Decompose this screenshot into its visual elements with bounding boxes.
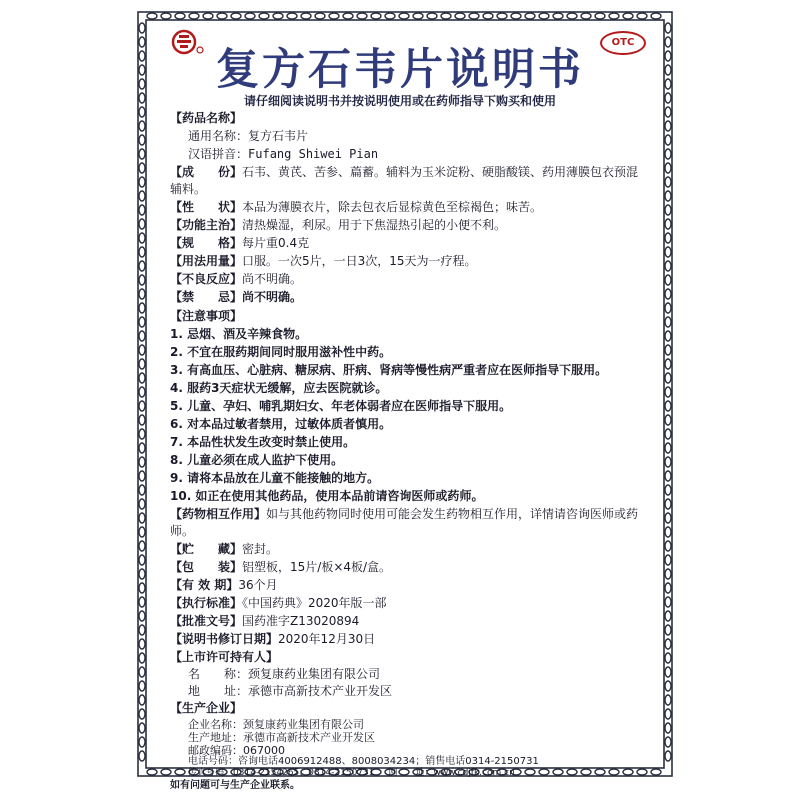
precaution-item: 2. 不宜在服药期间同时服用滋补性中药。 [170, 345, 392, 359]
usage-row [170, 253, 477, 270]
generic-name-row [188, 128, 308, 145]
indication-value: 清热燥湿，利尿。用于下焦湿热引起的小便不利。 [242, 218, 507, 232]
adverse-label: 【不良反应】 [170, 272, 243, 286]
holder-address-row [188, 683, 392, 700]
revision-value: 2020年12月30日 [278, 632, 376, 646]
precautions-heading: 【注意事项】 [170, 309, 243, 323]
generic-name-label: 通用名称： [188, 129, 249, 143]
revision-row [170, 631, 375, 648]
holder-name-label: 名 称： [188, 667, 249, 681]
otc-badge: OTC [600, 31, 646, 55]
contra-label: 【禁 忌】 [170, 290, 243, 304]
pinyin-value: Fufang Shiwei Pian [248, 147, 379, 161]
interaction-value: 如与其他药物同时使用可能会发生药物相互作用，详情请咨询医师或药师。 [170, 507, 639, 538]
standard-label: 【执行标准】 [170, 596, 243, 610]
manufacturer-fax-label: 传真号码： [188, 768, 234, 778]
manufacturer-name-label: 企业名称： [188, 718, 243, 731]
generic-name-value: 复方石韦片 [248, 129, 309, 143]
package-value: 铝塑板，15片/板×4板/盒。 [242, 560, 392, 574]
storage-label: 【贮 藏】 [170, 542, 243, 556]
validity-label: 【有 效 期】 [170, 578, 239, 592]
ingredients-label: 【成 份】 [170, 165, 243, 179]
standard-row [170, 595, 387, 612]
character-label: 【性 状】 [170, 200, 243, 214]
manufacturer-fax-value: 0314-2154265、0314-2150731 [233, 768, 375, 778]
usage-label: 【用法用量】 [170, 254, 243, 268]
page-title: 复方石韦片说明书 [216, 45, 584, 95]
manufacturer-phone-value: 咨询电话4006912488、8008034234；销售电话0314-2150731 [238, 756, 539, 767]
approval-row [170, 613, 359, 630]
holder-heading: 【上市许可持有人】 [170, 650, 279, 664]
ingredients-value: 石韦、黄芪、苦参、萹蓄。辅料为玉米淀粉、硬脂酸镁、药用薄膜包衣预混辅料。 [170, 165, 639, 196]
manufacturer-heading: 【生产企业】 [170, 701, 243, 715]
adverse-row [170, 271, 302, 288]
ingredients-row [170, 164, 640, 198]
indication-row [170, 217, 506, 234]
drug-name-heading: 【药品名称】 [170, 111, 243, 125]
manufacturer-phone-label: 电话号码： [188, 756, 238, 767]
validity-value: 36个月 [238, 578, 278, 592]
contra-value: 尚不明确。 [242, 290, 303, 304]
holder-name-value: 颈复康药业集团有限公司 [248, 667, 381, 681]
revision-label: 【说明书修订日期】 [170, 632, 279, 646]
precaution-item: 7. 本品性状发生改变时禁止使用。 [170, 435, 356, 449]
manufacturer-zip-label: 邮政编码： [188, 744, 243, 757]
holder-address-label: 地 址： [188, 684, 249, 698]
approval-label: 【批准文号】 [170, 614, 243, 628]
spec-value: 每片重0.4克 [242, 236, 310, 250]
precaution-item: 6. 对本品过敏者禁用，过敏体质者慎用。 [170, 417, 392, 431]
precaution-item: 1. 忌烟、酒及辛辣食物。 [170, 327, 308, 341]
character-row [170, 199, 542, 216]
storage-row [170, 541, 278, 558]
manufacturer-web-label: 网 址： [388, 768, 434, 778]
usage-value: 口服。一次5片，一日3次，15天为一疗程。 [242, 254, 477, 268]
package-label: 【包 装】 [170, 560, 243, 574]
precaution-item: 10. 如正在使用其他药品，使用本品前请咨询医师或药师。 [170, 489, 484, 503]
interaction-label: 【药物相互作用】 [170, 507, 267, 521]
pinyin-label: 汉语拼音： [188, 147, 249, 161]
manufacturer-name-value: 颈复康药业集团有限公司 [243, 718, 364, 731]
adverse-value: 尚不明确。 [242, 272, 303, 286]
contra-row [170, 289, 302, 306]
footer-note: 如有问题可与生产企业联系。 [170, 780, 300, 791]
manufacturer-phone-row [188, 755, 539, 768]
precaution-item: 4. 服药3天症状无缓解，应去医院就诊。 [170, 381, 388, 395]
precaution-item: 9. 请将本品放在儿童不能接触的地方。 [170, 471, 380, 485]
precaution-item: 3. 有高血压、心脏病、糖尿病、肝病、肾病等慢性病严重者应在医师指导下服用。 [170, 363, 608, 377]
manufacturer-zip-value: 067000 [243, 744, 285, 757]
manufacturer-address-label: 生产地址： [188, 731, 243, 744]
standard-value: 《中国药典》2020年版一部 [242, 596, 387, 610]
manufacturer-web-value: www.cdjfk.com.cn [433, 768, 515, 778]
holder-name-row [188, 666, 380, 683]
manufacturer-fax-row [188, 768, 515, 779]
storage-value: 密封。 [242, 542, 279, 556]
holder-address-value: 承德市高新技术产业开发区 [248, 684, 393, 698]
pinyin-row [188, 146, 378, 163]
validity-row [170, 577, 278, 594]
manufacturer-address-value: 承德市高新技术产业开发区 [243, 731, 375, 744]
precaution-item: 5. 儿童、孕妇、哺乳期妇女、年老体弱者应在医师指导下服用。 [170, 399, 512, 413]
instruction-note: 请仔细阅读说明书并按说明使用或在药师指导下购买和使用 [243, 94, 556, 108]
character-value: 本品为薄膜衣片，除去包衣后显棕黄色至棕褐色；味苦。 [242, 200, 543, 214]
precaution-item: 8. 儿童必须在成人监护下使用。 [170, 453, 344, 467]
interaction-row [170, 506, 640, 540]
indication-label: 【功能主治】 [170, 218, 243, 232]
spec-row [170, 235, 309, 252]
approval-value: 国药准字Z13020894 [242, 614, 360, 628]
spec-label: 【规 格】 [170, 236, 243, 250]
package-row [170, 559, 391, 576]
